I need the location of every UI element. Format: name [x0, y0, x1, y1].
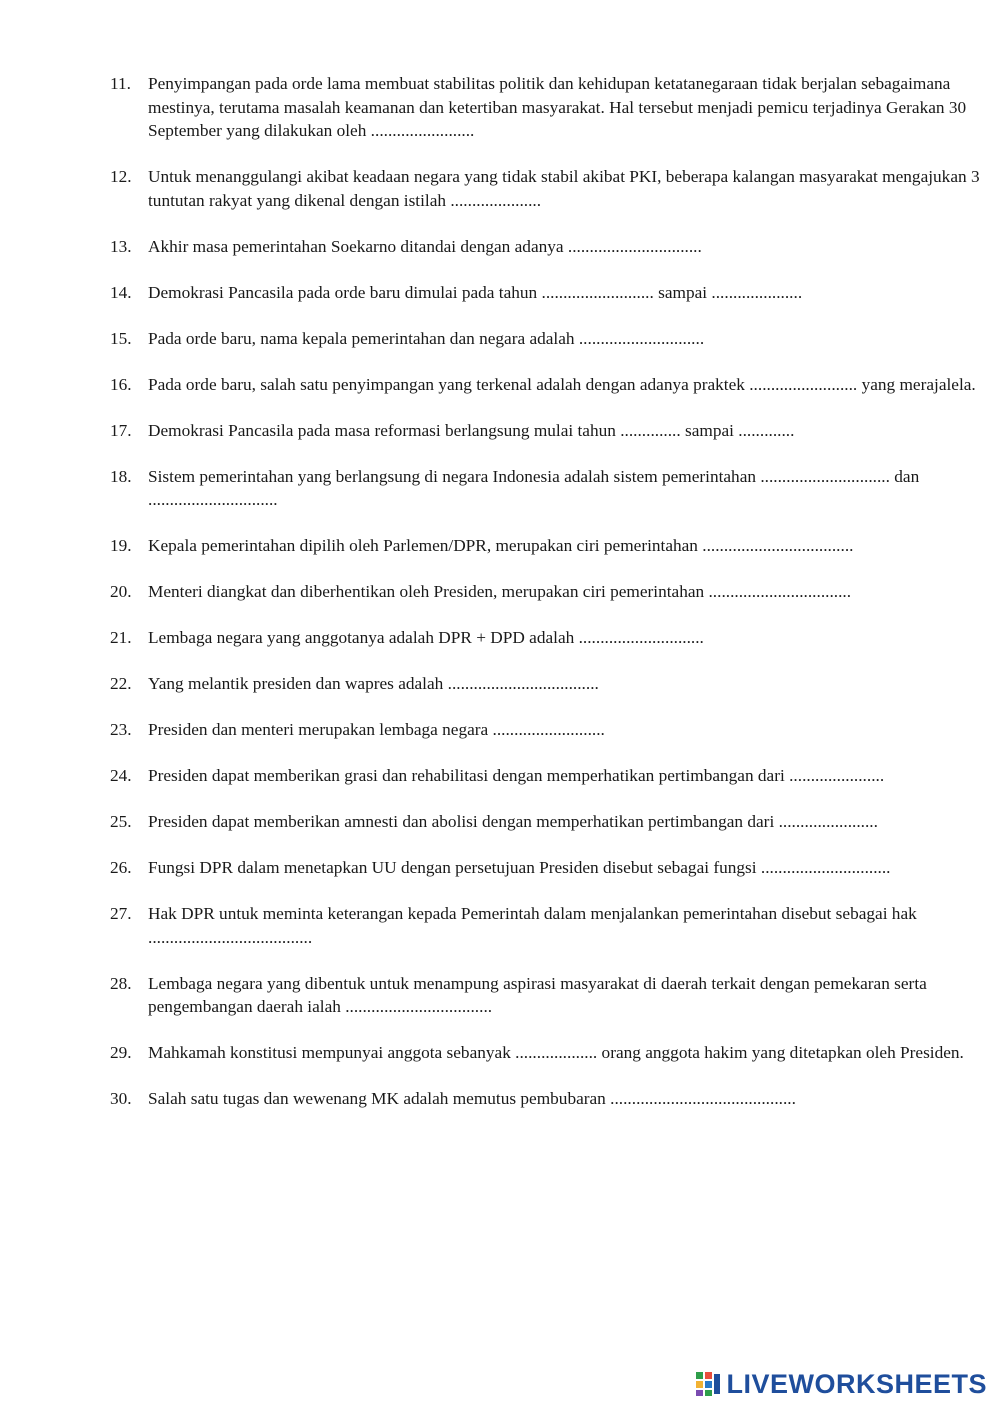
question-number: 26.	[110, 858, 132, 877]
question-item	[110, 1041, 985, 1065]
question-text: Mahkamah konstitusi mempunyai anggota sebanyak ................... orang anggota hakim yang ditetapkan oleh Presiden.	[148, 1043, 964, 1062]
question-number: 19.	[110, 536, 132, 555]
question-number: 22.	[110, 674, 132, 693]
question-text: Hak DPR untuk meminta keterangan kepada Pemerintah dalam menjalankan pemerintahan disebut sebagai hak ......................................	[148, 904, 917, 947]
question-text: Kepala pemerintahan dipilih oleh Parlemen/DPR, merupakan ciri pemerintahan ...................................	[148, 536, 854, 555]
question-item	[110, 235, 985, 259]
question-text: Akhir masa pemerintahan Soekarno ditandai dengan adanya ...............................	[148, 236, 702, 256]
question-item	[110, 281, 985, 305]
question-text: Presiden dan menteri merupakan lembaga negara ..........................	[148, 720, 605, 739]
question-text: Demokrasi Pancasila pada orde baru dimulai pada tahun .......................... sampai .....................	[148, 282, 803, 302]
question-item	[110, 856, 985, 880]
question-item	[110, 465, 985, 512]
question-item	[110, 902, 985, 949]
question-item	[110, 419, 985, 443]
question-text: Sistem pemerintahan yang berlangsung di negara Indonesia adalah sistem pemerintahan .............................. dan ..............................	[148, 466, 920, 509]
question-number: 21.	[110, 628, 132, 647]
question-number: 12.	[110, 167, 132, 186]
question-item	[110, 626, 985, 650]
question-item	[110, 165, 985, 212]
question-item	[110, 718, 985, 742]
question-item	[110, 327, 985, 351]
question-text: Penyimpangan pada orde lama membuat stabilitas politik dan kehidupan ketatanegaraan tidak berjalan sebagaimana mestinya, terutama masalah keamanan dan ketertiban masyarakat. Hal tersebut menjadi pemicu terjadinya Gerakan 30 September yang dilakukan oleh ........................	[148, 74, 967, 140]
question-number: 11.	[110, 74, 131, 93]
question-item	[110, 580, 985, 604]
question-number: 20.	[110, 582, 132, 601]
question-item	[110, 764, 985, 788]
question-text: Presiden dapat memberikan grasi dan rehabilitasi dengan memperhatikan pertimbangan dari ......................	[148, 766, 885, 785]
question-item	[110, 810, 985, 834]
question-text: Presiden dapat memberikan amnesti dan abolisi dengan memperhatikan pertimbangan dari .......................	[148, 812, 878, 831]
question-text: Pada orde baru, salah satu penyimpangan yang terkenal adalah dengan adanya praktek ......................... yang merajalela.	[148, 374, 976, 394]
question-number: 17.	[110, 420, 132, 440]
liveworksheets-logo	[696, 1369, 987, 1399]
question-number: 30.	[110, 1089, 132, 1108]
question-item	[110, 1087, 985, 1111]
question-number: 29.	[110, 1043, 132, 1062]
question-number: 14.	[110, 282, 132, 302]
question-item	[110, 534, 985, 558]
question-item	[110, 373, 985, 397]
question-number: 24.	[110, 766, 132, 785]
question-item	[110, 972, 985, 1019]
question-text: Untuk menanggulangi akibat keadaan negara yang tidak stabil akibat PKI, beberapa kalangan masyarakat mengajukan 3 tuntutan rakyat yang dikenal dengan istilah .....................	[148, 167, 980, 210]
question-item	[110, 72, 985, 143]
question-number: 15.	[110, 328, 132, 348]
question-list	[110, 72, 985, 1133]
question-text: Yang melantik presiden dan wapres adalah ...................................	[148, 674, 599, 693]
question-number: 28.	[110, 973, 132, 993]
question-text: Lembaga negara yang dibentuk untuk menampung aspirasi masyarakat di daerah terkait dengan pemekaran serta pengembangan daerah ialah ..................................	[148, 973, 927, 1016]
logo-text: LIVEWORKSHEETS	[726, 1369, 987, 1399]
question-text: Demokrasi Pancasila pada masa reformasi berlangsung mulai tahun .............. sampai .............	[148, 420, 795, 440]
question-number: 18.	[110, 466, 132, 486]
question-text: Lembaga negara yang anggotanya adalah DPR + DPD adalah .............................	[148, 628, 704, 647]
question-text: Menteri diangkat dan diberhentikan oleh Presiden, merupakan ciri pemerintahan .................................	[148, 582, 852, 601]
question-text: Fungsi DPR dalam menetapkan UU dengan persetujuan Presiden disebut sebagai fungsi ..............................	[148, 858, 891, 877]
question-number: 23.	[110, 720, 132, 739]
question-text: Salah satu tugas dan wewenang MK adalah memutus pembubaran ...........................................	[148, 1089, 796, 1108]
question-text: Pada orde baru, nama kepala pemerintahan dan negara adalah .............................	[148, 328, 705, 348]
question-item	[110, 672, 985, 696]
question-number: 13.	[110, 236, 132, 256]
question-number: 25.	[110, 812, 132, 831]
question-number: 16.	[110, 374, 132, 394]
liveworksheets-logo-icon	[696, 1372, 722, 1396]
question-number: 27.	[110, 904, 132, 923]
